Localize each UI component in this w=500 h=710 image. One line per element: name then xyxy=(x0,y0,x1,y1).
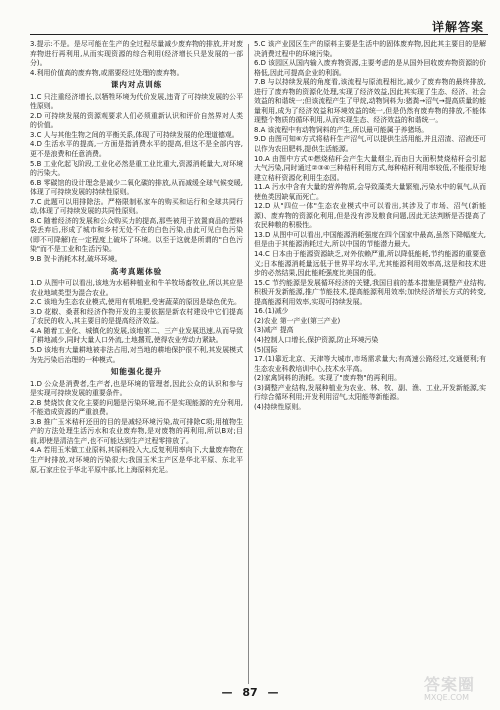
answer-item: 8.A 该流程中有动物饲料的产生,所以最可能属于养猪场。 xyxy=(254,125,429,134)
answer-item: 17.(1)靠近北京、天津等大城市,市场需求量大;有高速公路经过,交通便利;有生态农业科教培训中心,技术水平高。 xyxy=(254,355,486,373)
page-header xyxy=(0,0,500,40)
answer-item: (4)控制人口增长,保护资源,防止环境污染 xyxy=(254,335,379,344)
column-divider xyxy=(248,44,249,684)
answer-item: 13.D 从图中可以看出,中国能源消耗强度在四个国家中最高,虽然下降幅度大,但是由于其能源消耗过大,所以中国的节能潜力最大。 xyxy=(254,230,486,249)
watermark-logo xyxy=(424,672,494,706)
answer-item: (3)减产 提高 xyxy=(254,326,294,335)
answer-item: 4.D 生活水平的提高,一方面是指消费水平的提高,但这不是全部内容,更不是浪费和任意消费。 xyxy=(30,140,243,159)
answer-item: (5)国际 xyxy=(254,345,278,354)
header-title: 详解答案 xyxy=(431,20,484,34)
answer-item: 9.B 贺卡消耗木材,破坏环境。 xyxy=(30,255,122,264)
answer-item: 5.D 该地有大量耕地被非法占用,对当地的耕地保护很不利,其发展模式为先污染后治理的一种模式。 xyxy=(30,345,243,364)
answer-item: 12.D 从"四位一体"生态农业模式中可以看出,其涉及了市场、沼气(新能源)、废弃物的资源化利用,但是没有涉及粮食问题,因此无法判断是否提高了农民种粮的积极性。 xyxy=(254,202,486,230)
answer-item: 2.C 该地为生态农业模式,使用有机堆肥,受害蔬菜的原因是绿色优先。 xyxy=(30,298,241,307)
answer-item: 3.B 推广玉米秸秆还田的目的是减轻环境污染,故可排除C项;用植物生产的方法处理生活污水和农业废弃物,是对废物的再利用,所以B对;目前,即使是清洁生产,也不可能达到生产过程零排放了。 xyxy=(30,417,243,445)
answer-item: 3.C 人与其他生物之间的平衡关系,体现了可持续发展的伦理道德观。 xyxy=(30,130,239,139)
answer-item: 1.D 从图中可以看出,该地为水稻种植业和牛羊牧场畜牧业,所以其应是农业地域类型为混合农业。 xyxy=(30,279,243,297)
answer-item: 2.B 焚烧饮食文化主要的问题是污染环境,而不是实现能源的充分利用,不能造成资源的严重浪费。 xyxy=(30,398,243,417)
answer-item: 7.C 此题可以用排除法。严格限制私家车的购买和运行和全球共同行动,体现了可持续发展的共同性原则。 xyxy=(30,197,243,216)
answer-item: 10.A 由图中方式①燃烧秸秆会产生大量烟尘,而由日大面积焚烧秸秆会引起大气污染,同时通过②③④三种秸秆利用方式,每种秸秆利用率较低,不能很好地建立秸秆资源化利用生态园。 xyxy=(254,154,486,182)
left-column xyxy=(30,40,243,475)
answer-item: 14.C 日本由于能源资源缺乏,对外依赖严重,所以降低能耗,节约能源的重要意义;日本能源消耗量远低于世界平均水平,尤其能源利用效率高,这是和技术进步的必然结果,因此能耗强度比美国的低。 xyxy=(254,250,486,278)
answer-item: (2)农业 第一产业(第三产业) xyxy=(254,316,341,325)
answer-item: 5.B 工业化起飞阶段,工业化必然是重工业比重大,资源消耗量大,对环境的污染大。 xyxy=(30,159,243,178)
answer-item: 3.提示:不是。是尽可能在生产的全过程尽量减少废弃物的排放,并对废弃物进行再利用,从而实现资源的综合利用(经济增长只是发展的一部分)。 xyxy=(30,40,243,68)
answer-item: 15.C 节约能源是发展循环经济的关键,我国目前的基本措施是调整产业结构,积极开发新能源,推广节能技术,提高能源利用效率;加快经济增长方式的转变,提高能源利用效率,实现可持续发展。 xyxy=(254,278,486,306)
answer-item: 3.D 花椒、桑葚和经济作物开发的主要依据是新农村建设中它们提高了农民的收入,其主要目的是提高经济效益。 xyxy=(30,307,243,326)
answer-item: (4)持续性原则。 xyxy=(254,402,306,411)
answer-item: (2)家禽饲料的消耗。实现了"废弃物"的再利用。 xyxy=(254,374,402,383)
answer-item: 8.C 随着经济的发展和公众购买力的提高,那些被用于放置商品的塑料袋丢弃后,形成了城市和乡村无处不在的白色污染,由此可见白色污染(即不可降解)在一定程度上破坏了环境。以至于这就是所谓的"白色污染"而不是工业和生活污染。 xyxy=(30,216,243,254)
section-title: 课内对点训练 xyxy=(110,80,163,90)
watermark-logo-text: 答案圈 xyxy=(424,675,476,694)
answer-item: 1.C 只注重经济增长,以牺牲环境为代价发展,违背了可持续发展的公平性原则。 xyxy=(30,92,243,111)
section-title: 高考真题体验 xyxy=(110,266,163,276)
page-number: — 87 — xyxy=(221,686,279,699)
right-column xyxy=(254,40,486,412)
answer-item: 16.(1)减少 xyxy=(254,307,289,316)
answer-item: 4.利用价值高的废弃物,或需要经过处理的废弃物。 xyxy=(30,68,184,77)
answer-item: 11.A 污水中含有大量的营养物质,会导致藻类大量繁殖,污染水中的氧气,从而使鱼类因缺氧而死亡。 xyxy=(254,183,486,201)
answer-item: 4.A 随着工业化、城镇化的发展,该地第二、三产业发展迅速,从而导致了耕地减少,同时大量人口外流,土地撂荒,使得农业劳动力紧缺。 xyxy=(30,326,243,345)
answer-item: 2.D 可持续发展的资源观要求人们必须重新认识和评价自然界对人类的价值。 xyxy=(30,111,243,130)
section-title: 知能强化提升 xyxy=(110,367,163,377)
answer-item: 9.D 由图可知⑥方式将秸秆生产沼气,可以提供生活用能,并且沼渣、沼液还可以作为农田肥料,提供生活能源。 xyxy=(254,135,486,154)
answer-item: 1.D 公众是消费者,生产者,也是环境的管理者,因此公众的认识和参与是实现可持续发展的重要条件。 xyxy=(30,379,243,398)
answer-item: (3)调整产业结构,发展种植业为农业、林、牧、副、渔、工业,开发新能源,实行综合循环利用;开发利用沼气,太阳能等新能源。 xyxy=(254,383,486,402)
watermark-url: MXQE.COM xyxy=(424,693,470,702)
answer-item: 6.B 零碳馆的设计理念是减少二氧化碳的排放,从而减缓全球气候变暖,体现了可持续发展的持续性原则。 xyxy=(30,178,243,197)
answer-item: 5.C 该产业园区生产的原料主要是生活中的固体废弃物,因此其主要目的是解决消费过程中的环境污染。 xyxy=(254,40,486,58)
header-rule xyxy=(30,34,488,35)
answer-item: 4.A 若用玉米做工业原料,其原料投入大,反复利用率向下,大量废弃物在生产时排放,对环境的污染很大;我国玉米主产区是华北平原、东北平原,石家庄位于华北平原中部,比上海原料充足。 xyxy=(30,446,243,474)
page-number-value: 87 xyxy=(242,686,258,699)
answer-item: 7.B 与以持续发展的角度看,该流程与原流程相比,减少了废弃物的最终排放,进行了废弃物的资源化处理,实现了经济效益,因此其实现了生态、经济、社会效益的和谐统一;但该流程产生了甲烷,动物饲料为:猪粪→沼气→提高质量的能量利用,成为了经济效益和环境效益的统一,但是仍然有废弃物的排放,不能体现整个物质的循环利用,从而实现生态、经济效益的和谐统一。 xyxy=(254,78,486,125)
answer-item: 6.D 该园区从国内输入废弃物资源,主要考虑的是从国外回收废弃物资源的价格低,因此可提高企业的利润。 xyxy=(254,59,486,77)
